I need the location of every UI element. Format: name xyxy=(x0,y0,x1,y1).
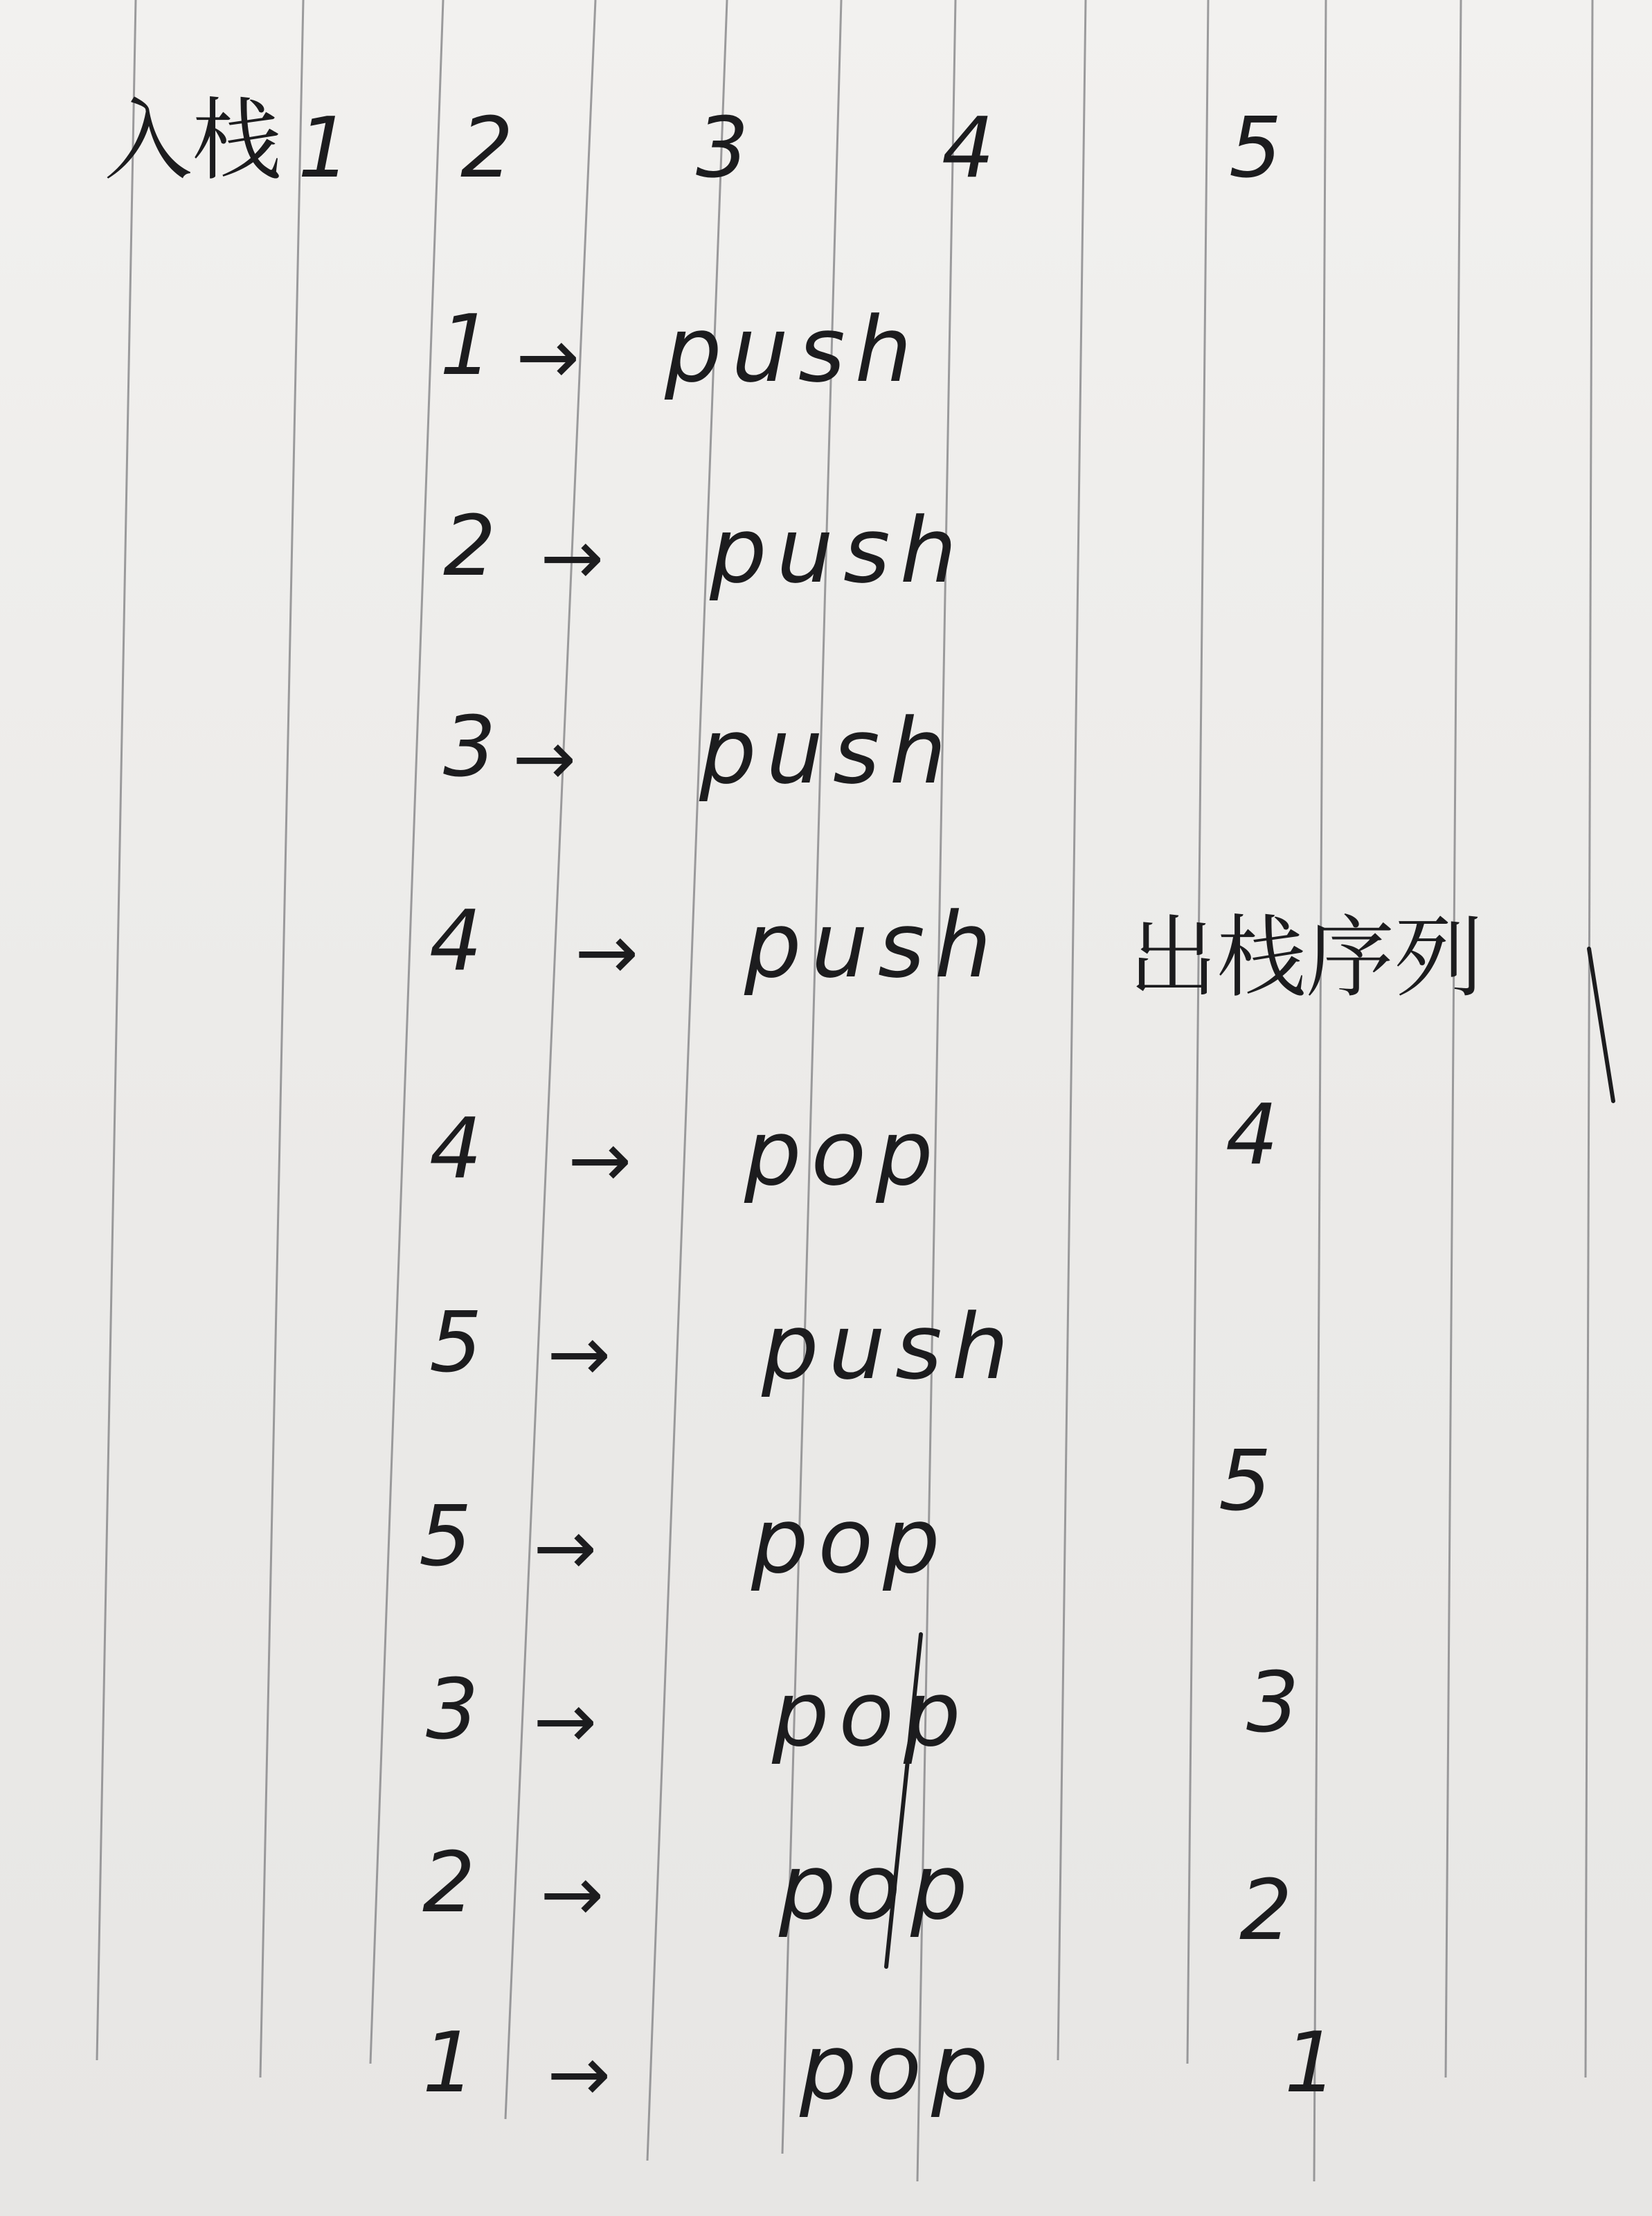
operation-value: 4 xyxy=(429,1101,483,1197)
operation-value: 5 xyxy=(419,1489,472,1585)
arrow-icon: → xyxy=(568,1116,632,1204)
operation-value: 2 xyxy=(422,1835,476,1931)
arrow-icon: → xyxy=(540,513,604,602)
operation-name: push xyxy=(710,498,967,603)
operation-row xyxy=(0,1834,1039,1967)
operation-row xyxy=(0,1294,1039,1427)
operation-name: pop xyxy=(772,1661,971,1767)
arrow-icon: → xyxy=(547,1310,611,1398)
arrow-icon: → xyxy=(533,1503,598,1592)
operation-row xyxy=(0,498,1039,630)
arrow-icon: → xyxy=(540,1850,604,1938)
operation-row xyxy=(0,1100,1039,1233)
brace-stroke-right xyxy=(1589,949,1613,1101)
header-label: 入栈 xyxy=(104,89,282,193)
operation-row xyxy=(0,893,1039,1025)
operation-name: pop xyxy=(779,1834,978,1940)
operation-value: 3 xyxy=(443,699,496,796)
output-value: 2 xyxy=(1239,1863,1293,1959)
operation-value: 4 xyxy=(429,893,483,990)
operation-value: 5 xyxy=(429,1295,483,1391)
output-label: 出栈序列 xyxy=(1129,906,1484,1010)
input-value: 1 xyxy=(298,100,351,197)
arrow-icon: → xyxy=(575,908,639,997)
operation-name: push xyxy=(744,893,1002,998)
output-value: 1 xyxy=(1284,2015,1338,2111)
operation-value: 1 xyxy=(440,298,493,394)
arrow-icon: → xyxy=(547,2030,611,2118)
operation-row xyxy=(0,699,1039,831)
operation-row xyxy=(0,297,1039,429)
arrow-icon: → xyxy=(512,714,577,803)
input-value: 5 xyxy=(1229,100,1282,197)
operation-row xyxy=(0,1661,1039,1794)
input-value: 4 xyxy=(942,100,995,197)
operation-value: 1 xyxy=(422,2015,476,2111)
operation-value: 2 xyxy=(443,499,496,595)
operation-name: push xyxy=(699,699,957,804)
operation-value: 3 xyxy=(426,1662,479,1758)
operation-row xyxy=(0,2014,1039,2147)
arrow-icon: → xyxy=(516,312,580,401)
operation-name: pop xyxy=(800,2014,998,2120)
input-value: 3 xyxy=(696,100,749,197)
output-value: 3 xyxy=(1246,1655,1300,1751)
arrow-icon: → xyxy=(533,1677,598,1765)
operation-name: pop xyxy=(751,1488,950,1593)
output-value: 4 xyxy=(1225,1087,1279,1183)
operation-name: push xyxy=(762,1294,1019,1400)
output-value: 5 xyxy=(1219,1433,1272,1530)
operation-name: pop xyxy=(744,1100,943,1206)
operation-row xyxy=(0,1488,1039,1620)
input-value: 2 xyxy=(460,100,514,197)
operation-name: push xyxy=(665,297,922,402)
